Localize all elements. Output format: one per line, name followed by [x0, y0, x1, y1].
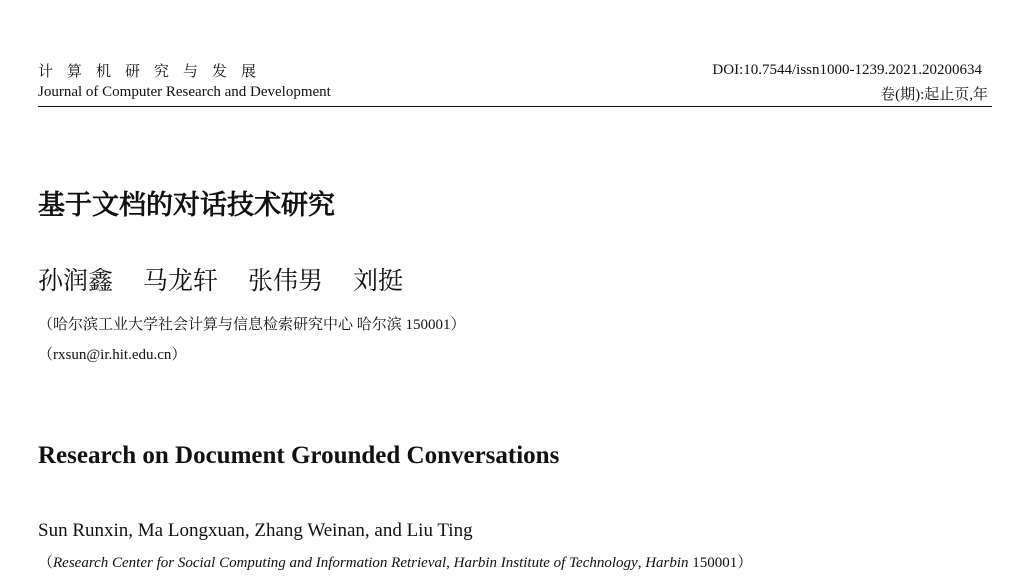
affiliation-institute: Harbin Institute of Technology	[453, 555, 638, 571]
affiliation-en	[38, 551, 752, 572]
author-name: 孙润鑫	[38, 268, 114, 295]
author-name: 马龙轩	[143, 268, 219, 295]
author-email: （rxsun@ir.hit.edu.cn）	[38, 347, 187, 363]
affiliation-open-paren: （	[38, 555, 54, 571]
author-name: 刘挺	[353, 268, 404, 295]
journal-name-cn: 计算机研究与发展	[38, 64, 271, 80]
affiliation-separator: ,	[637, 555, 646, 571]
affiliation-cn: （哈尔滨工业大学社会计算与信息检索研究中心 哈尔滨 150001）	[38, 317, 466, 333]
issue-info: 卷(期):起止页,年	[880, 87, 988, 103]
author-name: 张伟男	[248, 268, 324, 295]
affiliation-city: Harbin	[645, 555, 689, 571]
affiliation-close-paren: ）	[737, 555, 753, 571]
doi-text: DOI:10.7544/issn1000-1239.2021.20200634	[712, 62, 982, 78]
paper-title-cn: 基于文档的对话技术研究	[38, 190, 335, 221]
paper-title-en: Research on Document Grounded Conversations	[38, 442, 560, 469]
affiliation-postcode: 150001	[688, 555, 738, 571]
author-list-en: Sun Runxin, Ma Longxuan, Zhang Weinan, and Liu Ting	[38, 520, 473, 541]
author-list-cn	[38, 261, 433, 297]
affiliation-center: Research Center for Social Computing and Information Retrieval	[53, 555, 447, 571]
journal-name-en: Journal of Computer Research and Development	[38, 84, 331, 100]
journal-header	[38, 58, 992, 107]
affiliation-separator: ,	[446, 555, 454, 571]
